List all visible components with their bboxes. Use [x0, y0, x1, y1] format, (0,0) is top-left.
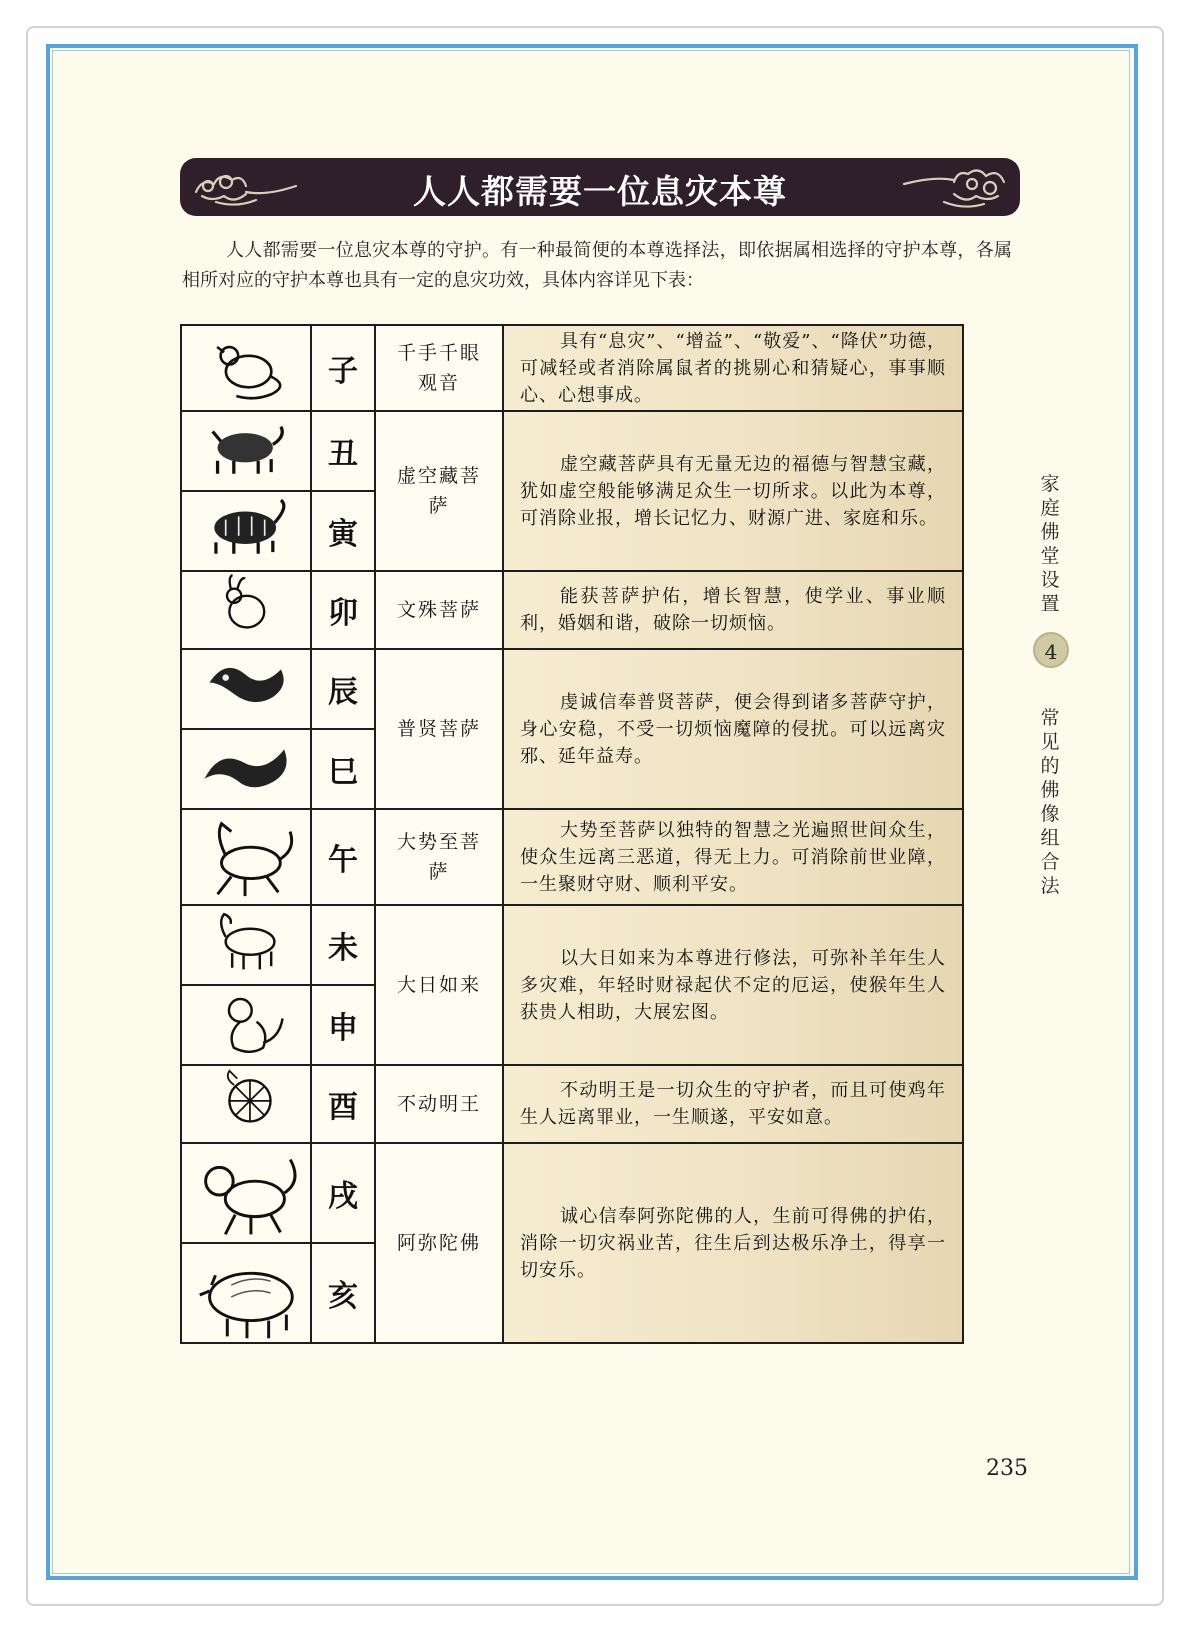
earthly-branch-cell: 寅	[310, 490, 376, 572]
sidebar-char: 佛	[1040, 779, 1060, 801]
animal-cell	[180, 904, 312, 986]
animal-cell	[180, 1242, 312, 1344]
animal-cell	[180, 728, 312, 810]
sidebar-char: 组	[1040, 827, 1060, 849]
description-cell	[502, 1142, 964, 1344]
animal-cell	[180, 570, 312, 650]
description-cell	[502, 570, 964, 650]
sidebar-char: 的	[1040, 755, 1060, 777]
earthly-branch-cell: 申	[310, 984, 376, 1066]
deity-name: 大日如来	[396, 974, 481, 996]
deity-name-cell	[374, 808, 504, 906]
animal-cell	[180, 490, 312, 572]
sidebar-char: 置	[1040, 593, 1060, 615]
description-text: 能获菩萨护佑，增长智慧，使学业、事业顺利，婚姻和谐，破除一切烦恼。	[520, 586, 946, 634]
deity-name: 虚空藏菩萨	[396, 465, 481, 517]
deity-name-cell	[374, 410, 504, 572]
earthly-branch-cell: 巳	[310, 728, 376, 810]
sidebar-char: 设	[1040, 569, 1060, 591]
description-text: 诚心信奉阿弥陀佛的人，生前可得佛的护佑，消除一切灾祸业苦，往生后到达极乐净土，得享一切安乐。	[520, 1205, 946, 1281]
deity-name: 千手千眼观音	[396, 342, 481, 394]
sidebar-char: 庭	[1040, 497, 1060, 519]
earthly-branch-cell: 卯	[310, 570, 376, 650]
goat-icon	[182, 906, 310, 984]
rat-icon	[182, 326, 310, 410]
description-cell	[502, 410, 964, 572]
description-text: 大势至菩萨以独特的智慧之光遍照世间众生，使众生远离三恶道，得无上力。可消除前世业障，一生聚财守财、顺利平安。	[520, 819, 946, 895]
sidebar-char: 见	[1040, 731, 1060, 753]
chapter-badge: 4	[1033, 632, 1069, 668]
animal-cell	[180, 324, 312, 412]
deity-name: 文殊菩萨	[396, 599, 481, 621]
animal-cell	[180, 648, 312, 730]
animal-cell	[180, 808, 312, 906]
description-cell	[502, 648, 964, 810]
animal-cell	[180, 1064, 312, 1144]
deity-name-cell	[374, 570, 504, 650]
description-cell	[502, 904, 964, 1066]
horse-icon	[182, 810, 310, 904]
description-text: 虔诚信奉普贤菩萨，便会得到诸多菩萨守护，身心安稳，不受一切烦恼魔障的侵扰。可以远离灾邪、延年益寿。	[520, 691, 946, 767]
deity-name-cell	[374, 1064, 504, 1144]
animal-cell	[180, 410, 312, 492]
earthly-branch-cell: 亥	[310, 1242, 376, 1344]
tiger-icon	[182, 492, 310, 570]
rabbit-icon	[182, 572, 310, 648]
description-text: 不动明王是一切众生的守护者，而且可使鸡年生人远离罪业，一生顺遂，平安如意。	[520, 1080, 946, 1128]
rooster-icon	[182, 1066, 310, 1142]
dragon-icon	[182, 650, 310, 728]
earthly-branch-cell: 戌	[310, 1142, 376, 1244]
chapter-title-vertical	[1030, 706, 1070, 898]
earthly-branch-cell: 午	[310, 808, 376, 906]
title-banner	[180, 158, 1020, 216]
earthly-branch-cell: 酉	[310, 1064, 376, 1144]
deity-name-cell	[374, 1142, 504, 1344]
sidebar-char: 堂	[1040, 545, 1060, 567]
description-text: 具有“息灾”、“增益”、“敬爱”、“降伏”功德，可减轻或者消除属鼠者的挑剔心和猜疑心，事事顺心、心想事成。	[520, 330, 946, 406]
sidebar-char: 佛	[1040, 521, 1060, 543]
animal-cell	[180, 1142, 312, 1244]
earthly-branch-cell: 丑	[310, 410, 376, 492]
description-text: 虚空藏菩萨具有无量无边的福德与智慧宝藏，犹如虚空般能够满足众生一切所求。以此为本尊，可消除业报，增长记忆力、财源广进、家庭和乐。	[520, 453, 946, 529]
deity-name-cell	[374, 904, 504, 1066]
description-cell	[502, 1064, 964, 1144]
monkey-icon	[182, 986, 310, 1064]
deity-name-cell	[374, 324, 504, 412]
deity-name: 普贤菩萨	[396, 718, 481, 740]
sidebar-char: 家	[1040, 473, 1060, 495]
dog-icon	[182, 1144, 310, 1242]
sidebar-char: 法	[1040, 875, 1060, 897]
deity-name: 大势至菩萨	[396, 831, 481, 883]
animal-cell	[180, 984, 312, 1066]
snake-icon	[182, 730, 310, 808]
intro-paragraph: 人人都需要一位息灾本尊的守护。有一种最简便的本尊选择法，即依据属相选择的守护本尊，各属相所对应的守护本尊也具有一定的息灾功效，具体内容详见下表：	[182, 240, 1012, 291]
description-cell	[502, 324, 964, 412]
earthly-branch-cell: 未	[310, 904, 376, 986]
earthly-branch-cell: 辰	[310, 648, 376, 730]
section-title-vertical	[1030, 472, 1070, 616]
description-cell	[502, 808, 964, 906]
description-text: 以大日如来为本尊进行修法，可弥补羊年生人多灾难，年轻时财禄起伏不定的厄运，使猴年生人获贵人相助，大展宏图。	[520, 947, 946, 1023]
pig-icon	[182, 1244, 310, 1342]
sidebar-char: 像	[1040, 803, 1060, 825]
sidebar-char: 合	[1040, 851, 1060, 873]
deity-name: 阿弥陀佛	[396, 1232, 481, 1254]
ox-icon	[182, 412, 310, 490]
zodiac-deity-table	[180, 324, 964, 1384]
cloud-ornament-icon	[894, 162, 1014, 212]
page-title: 人人都需要一位息灾本尊	[413, 172, 787, 211]
sidebar-char: 常	[1040, 707, 1060, 729]
earthly-branch-cell: 子	[310, 324, 376, 412]
page-number: 235	[986, 1456, 1028, 1481]
deity-name-cell	[374, 648, 504, 810]
deity-name: 不动明王	[396, 1093, 481, 1115]
